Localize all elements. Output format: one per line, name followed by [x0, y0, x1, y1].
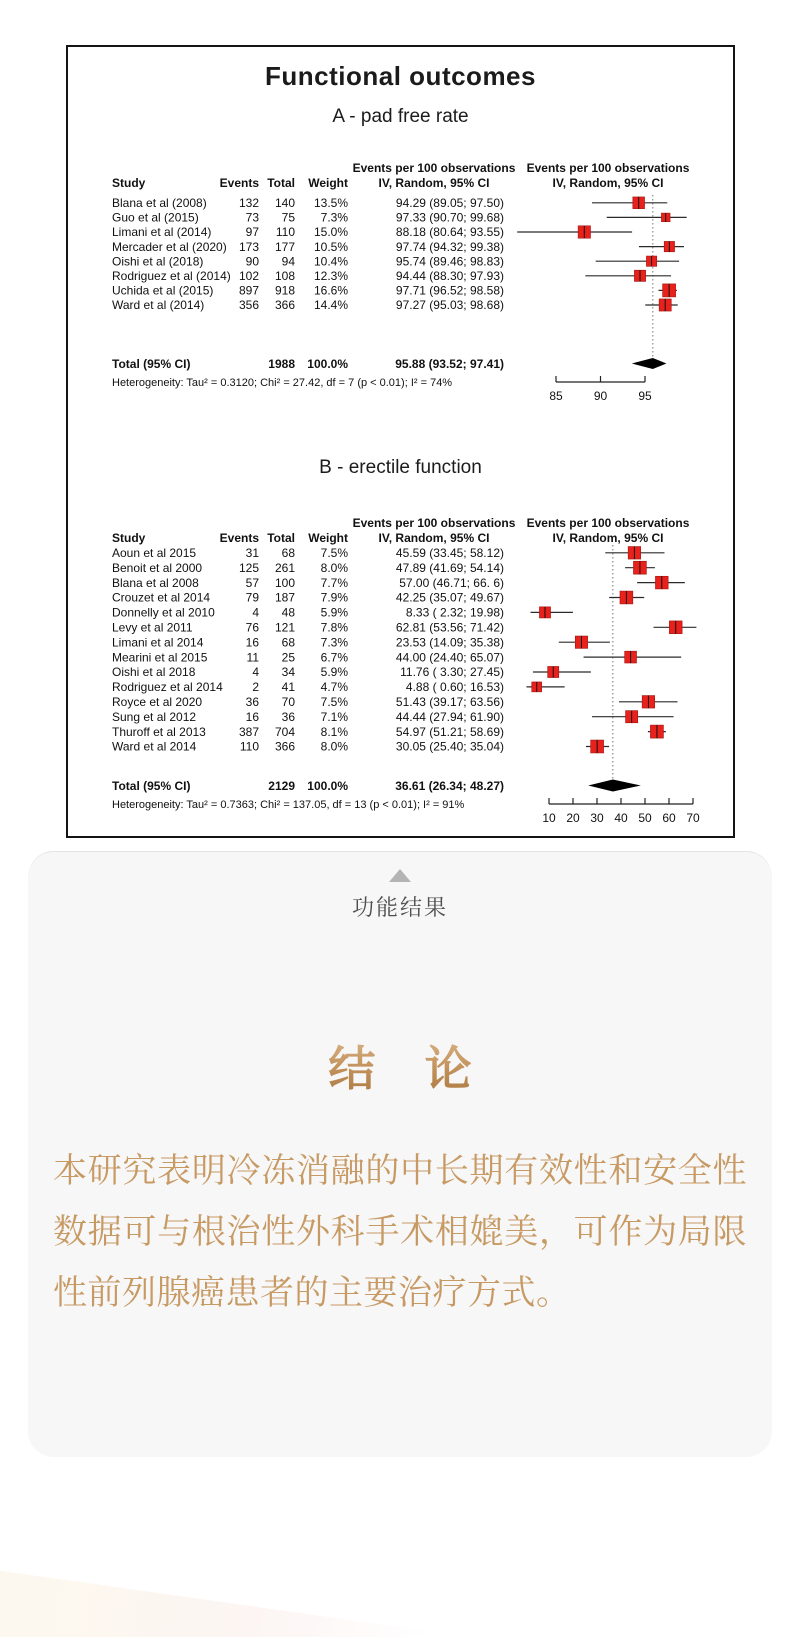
- panel-a-forest-plot: [71, 159, 731, 415]
- weight-value: 7.3%: [320, 210, 348, 225]
- study-name: Benoit et al 2000: [111, 560, 202, 575]
- study-row: [112, 576, 685, 590]
- study-row: [112, 740, 609, 754]
- study-row: [112, 635, 610, 649]
- total-value: 140: [274, 196, 295, 210]
- x-axis-label: 20: [565, 811, 580, 825]
- study-name: Oishi et al 2018: [111, 665, 195, 680]
- ci-column-header: Events per 100 observations: [352, 161, 515, 175]
- study-row: [112, 546, 664, 560]
- ci-value: 47.89 (41.69; 54.14): [395, 560, 504, 575]
- study-row: [112, 240, 684, 254]
- study-name: Rodriguez et al (2014): [111, 269, 231, 283]
- col-header-ci: IV, Random, 95% CI: [378, 176, 489, 190]
- weight-value: 10.4%: [313, 254, 348, 269]
- total-value: 918: [274, 283, 295, 298]
- events-value: 97: [245, 225, 259, 240]
- total-value: 36: [281, 709, 295, 724]
- study-row: [112, 606, 573, 620]
- events-value: 76: [245, 620, 259, 635]
- weight-value: 15.0%: [313, 225, 348, 240]
- ci-value: 54.97 (51.21; 58.69): [395, 724, 504, 739]
- events-value: 36: [245, 695, 259, 709]
- total-value: 34: [281, 665, 295, 680]
- total-label: Total (95% CI): [111, 357, 190, 371]
- figure-caption-card: [28, 851, 772, 1457]
- x-axis-label: 60: [661, 811, 676, 825]
- study-name: Thuroff et al 2013: [111, 724, 206, 739]
- events-value: 125: [238, 560, 259, 575]
- total-value: 108: [274, 269, 295, 283]
- article-page: [0, 45, 800, 1457]
- total-value: 94: [281, 254, 295, 269]
- study-row: [112, 621, 696, 635]
- x-axis-label: 50: [637, 811, 652, 825]
- events-value: 173: [238, 239, 259, 254]
- weight-value: 13.5%: [313, 196, 348, 210]
- study-row: [112, 591, 644, 605]
- pooled-diamond: [588, 780, 641, 792]
- col-header-ci: IV, Random, 95% CI: [552, 531, 663, 545]
- ci-value: 8.33 ( 2.32; 19.98): [405, 605, 504, 620]
- pooled-diamond: [631, 358, 666, 369]
- figure-caption: 功能结果: [351, 895, 448, 920]
- col-header-events: Events: [219, 531, 259, 545]
- ci-column-header: Events per 100 observations: [352, 516, 515, 530]
- x-axis-label: 30: [589, 811, 604, 825]
- conclusion-heading: 结 论: [28, 1032, 772, 1099]
- study-row: [112, 284, 677, 298]
- total-n: 2129: [267, 779, 295, 793]
- weight-value: 14.4%: [313, 298, 348, 313]
- total-label: Total (95% CI): [111, 779, 190, 793]
- ci-value: 97.74 (94.32; 99.38): [395, 239, 504, 254]
- events-value: 79: [245, 590, 259, 605]
- weight-value: 7.7%: [320, 575, 348, 590]
- ci-value: 11.76 ( 3.30; 27.45): [399, 665, 504, 680]
- weight-value: 4.7%: [320, 680, 348, 695]
- forest-plot-figure: [66, 45, 735, 838]
- events-value: 110: [239, 739, 259, 754]
- col-header-ci: IV, Random, 95% CI: [552, 176, 663, 190]
- study-row: [112, 650, 681, 664]
- weight-value: 7.8%: [320, 620, 348, 635]
- plot-column-header: Events per 100 observations: [526, 161, 689, 175]
- total-value: 110: [275, 225, 295, 240]
- ci-value: 42.25 (35.07; 49.67): [395, 590, 504, 605]
- ci-value: 44.00 (24.40; 65.07): [395, 650, 504, 665]
- events-value: 387: [238, 724, 259, 739]
- ci-value: 97.71 (96.52; 98.58): [395, 283, 504, 298]
- total-weight: 100.0%: [306, 779, 348, 793]
- events-value: 132: [238, 196, 259, 210]
- x-axis-label: 10: [541, 811, 556, 825]
- ci-value: 95.74 (89.46; 98.83): [395, 254, 504, 269]
- study-row: [112, 695, 678, 709]
- total-value: 704: [274, 724, 295, 739]
- events-value: 31: [245, 546, 259, 560]
- panel-b-label: B - erectile function: [319, 457, 482, 478]
- study-row: [112, 225, 632, 239]
- total-ci: 95.88 (93.52; 97.41): [394, 357, 504, 371]
- events-value: 11: [246, 650, 259, 665]
- ci-value: 4.88 ( 0.60; 16.53): [405, 680, 504, 695]
- x-axis-label: 95: [637, 389, 652, 403]
- events-value: 102: [238, 269, 259, 283]
- study-name: Royce et al 2020: [111, 695, 202, 709]
- study-name: Blana et al (2008): [111, 196, 207, 210]
- weight-value: 5.9%: [320, 605, 348, 620]
- ci-value: 97.33 (90.70; 99.68): [395, 210, 504, 225]
- heterogeneity-text: Heterogeneity: Tau² = 0.3120; Chi² = 27.42, df = 7 (p < 0.01); I² = 74%: [111, 377, 452, 389]
- study-name: Donnelly et al 2010: [111, 605, 215, 620]
- study-name: Sung et al 2012: [111, 709, 196, 724]
- events-value: 2: [251, 680, 259, 695]
- study-name: Limani et al (2014): [111, 225, 211, 240]
- ci-value: 94.29 (89.05; 97.50): [395, 196, 504, 210]
- col-header-total: Total: [266, 176, 295, 190]
- study-row: [112, 725, 666, 739]
- study-row: [112, 561, 655, 575]
- total-value: 100: [274, 575, 295, 590]
- ci-value: 62.81 (53.56; 71.42): [395, 620, 504, 635]
- ci-value: 51.43 (39.17; 63.56): [395, 695, 504, 709]
- panel-a-label: A - pad free rate: [332, 106, 469, 127]
- study-name: Limani et al 2014: [111, 635, 203, 650]
- heterogeneity-text: Heterogeneity: Tau² = 0.7363; Chi² = 137.05, df = 13 (p < 0.01); I² = 91%: [111, 799, 464, 811]
- ci-value: 44.44 (27.94; 61.90): [395, 709, 504, 724]
- col-header-study: Study: [111, 176, 145, 190]
- total-row: [112, 779, 641, 793]
- ci-value: 94.44 (88.30; 97.93): [395, 269, 504, 283]
- study-row: [112, 196, 667, 210]
- total-value: 75: [281, 210, 295, 225]
- total-n: 1988: [267, 357, 295, 371]
- study-name: Uchida et al (2015): [111, 283, 213, 298]
- plot-column-header: Events per 100 observations: [526, 516, 689, 530]
- total-value: 48: [281, 605, 295, 620]
- study-name: Guo et al (2015): [111, 210, 199, 225]
- events-value: 16: [245, 635, 259, 650]
- decorative-corner-shape: [0, 1559, 470, 1637]
- ci-value: 57.00 (46.71; 66. 6): [398, 575, 504, 590]
- study-name: Blana et al 2008: [111, 575, 199, 590]
- weight-value: 8.0%: [320, 739, 348, 754]
- events-value: 4: [251, 665, 259, 680]
- weight-value: 16.6%: [313, 283, 348, 298]
- events-value: 57: [245, 575, 259, 590]
- study-name: Rodriguez et al 2014: [111, 680, 223, 695]
- x-axis-label: 40: [613, 811, 628, 825]
- study-name: Crouzet et al 2014: [111, 590, 210, 605]
- col-header-total: Total: [266, 531, 295, 545]
- weight-value: 8.0%: [320, 560, 348, 575]
- col-header-weight: Weight: [307, 176, 348, 190]
- total-value: 121: [274, 620, 295, 635]
- total-value: 70: [281, 695, 295, 709]
- col-header-weight: Weight: [307, 531, 348, 545]
- study-name: Mercader et al (2020): [111, 239, 227, 254]
- study-row: [112, 680, 565, 694]
- study-name: Ward et al 2014: [111, 739, 196, 754]
- weight-value: 8.1%: [320, 724, 348, 739]
- ci-value: 88.18 (80.64; 93.55): [395, 225, 504, 240]
- weight-value: 7.3%: [320, 635, 348, 650]
- study-name: Ward et al (2014): [111, 298, 204, 313]
- total-value: 187: [274, 590, 295, 605]
- events-value: 897: [238, 283, 259, 298]
- study-row: [112, 665, 591, 679]
- panel-b-forest-plot: [71, 512, 731, 832]
- col-header-study: Study: [111, 531, 145, 545]
- ci-value: 23.53 (14.09; 35.38): [395, 635, 504, 650]
- x-axis-label: 85: [548, 389, 563, 403]
- weight-value: 5.9%: [320, 665, 348, 680]
- col-header-events: Events: [219, 176, 259, 190]
- weight-value: 6.7%: [320, 650, 348, 665]
- total-ci: 36.61 (26.34; 48.27): [394, 779, 504, 793]
- col-header-ci: IV, Random, 95% CI: [378, 531, 489, 545]
- events-value: 90: [245, 254, 259, 269]
- weight-value: 12.3%: [313, 269, 348, 283]
- events-value: 16: [245, 709, 259, 724]
- events-value: 356: [238, 298, 259, 313]
- events-value: 4: [251, 605, 259, 620]
- study-name: Levy et al 2011: [111, 620, 193, 635]
- total-row: [112, 357, 666, 371]
- figure-title: Functional outcomes: [265, 61, 536, 91]
- total-value: 41: [281, 680, 295, 695]
- total-value: 366: [274, 739, 295, 754]
- study-row: [112, 710, 674, 724]
- study-name: Oishi et al (2018): [111, 254, 203, 269]
- study-row: [112, 269, 671, 283]
- weight-value: 7.5%: [320, 546, 348, 560]
- conclusion-paragraph: 本研究表明冷冻消融的中长期有效性和安全性数据可与根治性外科手术相媲美，可作为局限性前列腺癌患者的主要治疗方式。: [53, 1152, 747, 1312]
- total-value: 261: [274, 560, 295, 575]
- total-value: 68: [281, 635, 295, 650]
- study-row: [112, 254, 679, 268]
- x-axis-label: 90: [593, 389, 607, 403]
- ci-value: 45.59 (33.45; 58.12): [395, 546, 504, 560]
- weight-value: 7.9%: [320, 590, 348, 605]
- x-axis-label: 70: [685, 811, 700, 825]
- total-value: 366: [274, 298, 295, 313]
- collapse-arrow-icon[interactable]: [389, 869, 411, 882]
- weight-value: 7.1%: [320, 709, 348, 724]
- total-weight: 100.0%: [306, 357, 348, 371]
- events-value: 73: [245, 210, 259, 225]
- ci-value: 30.05 (25.40; 35.04): [395, 739, 504, 754]
- weight-value: 7.5%: [320, 695, 348, 709]
- total-value: 177: [274, 239, 295, 254]
- study-row: [112, 298, 678, 312]
- ci-value: 97.27 (95.03; 98.68): [395, 298, 504, 313]
- total-value: 68: [281, 546, 295, 560]
- weight-value: 10.5%: [313, 239, 348, 254]
- study-row: [112, 211, 687, 225]
- study-name: Aoun et al 2015: [111, 546, 196, 560]
- study-name: Mearini et al 2015: [111, 650, 207, 665]
- total-value: 25: [281, 650, 295, 665]
